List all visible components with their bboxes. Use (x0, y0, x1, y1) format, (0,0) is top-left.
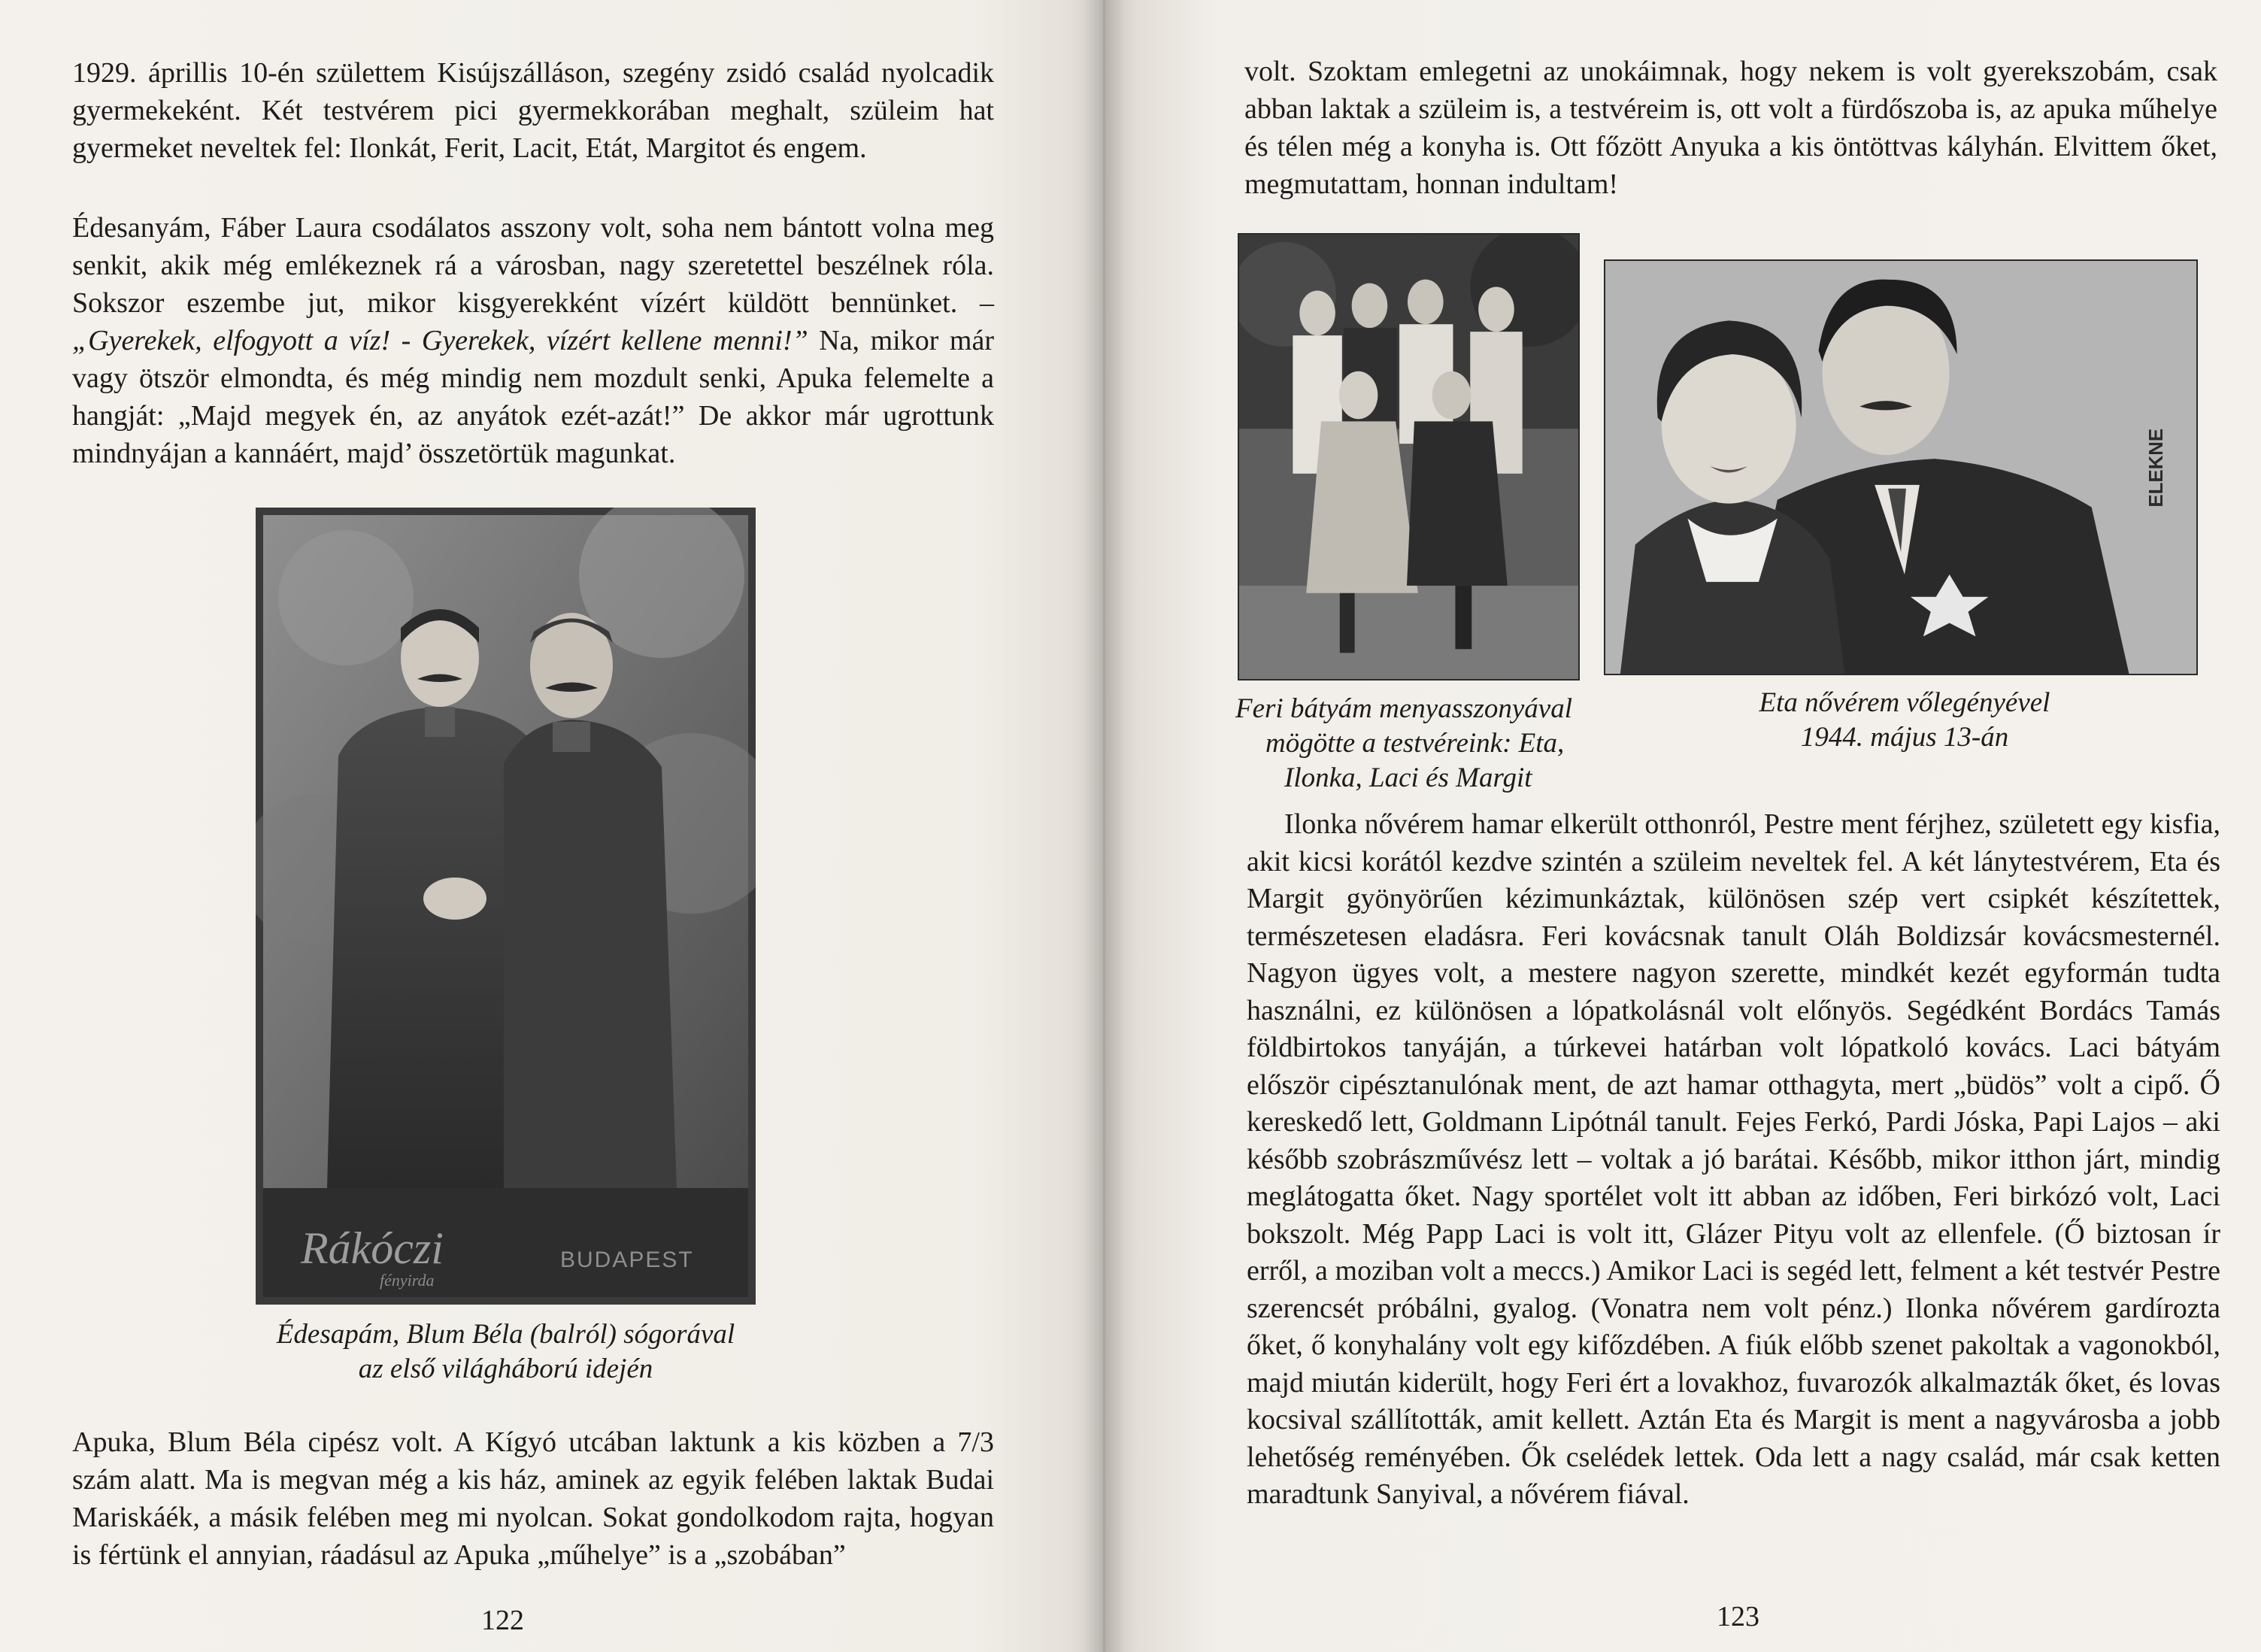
right-photo2-caption (1694, 686, 2115, 755)
right-page-number: 123 (1717, 1601, 1759, 1632)
left-paragraph-3 (72, 1423, 994, 1574)
photo-city: BUDAPEST (560, 1247, 694, 1272)
photo-stamp: Rákóczi (301, 1223, 444, 1273)
left-photo-caption (226, 1317, 786, 1387)
left-paragraph-2-part1: Édesanyám, Fáber Laura csodálatos asszony volt, soha nem bántott volna meg senkit, akik még emlékeznek rá a városban, nagy szeretettel beszélnek róla. Sokszor eszembe jut, mikor kisgyerekként vízért küldött bennünket. – (72, 212, 994, 319)
photo-couple-stamp: ELEKNE (2146, 428, 2168, 508)
right-photo1-caption-line-3: Ilonka, Laci és Margit (1284, 762, 1532, 793)
left-paragraph-2 (72, 209, 994, 472)
left-caption-line-2: az első világháború idején (358, 1353, 653, 1384)
right-paragraph-2-text: Ilonka nővérem hamar elkerült otthonról, Pestre ment férjhez, született egy kisfia, akit kicsi korától kezdve szintén a szüleim neveltek fel. A két lánytestvérem, Eta és Margit gyönyörűen kézimunkáztak, különösen szép vert csipkét készítettek, természetesen eladásra. Feri kovácsnak tanult Oláh Boldizsár kovácsmesternél. Nagyon ügyes volt, a mestere nagyon szerette, mindkét kezét egyformán tudta használni, ez különösen a lópatkolásnál volt előnyös. Segédként Bordács Tamás földbirtokos tanyáján, a túrkevei határban volt lópatkoló kovács. Laci bátyám először cipésztanulónak ment, de azt hamar otthagyta, mert „büdös” volt a cipő. Ő kereskedő lett, Goldmann Lipótnál tanult. Fejes Ferkó, Pardi Jóska, Papi Lajos – aki később szobrászművész lett – voltak a jó barátai. Később, mikor itthon járt, mindig meglátogatta őket. Nagy sportélet volt itt abban az időben, Feri birkózó volt, Laci bokszolt. Még Papp Laci is volt itt, Glázer Pityu volt az ellenfele. (Ő biztosan ír erről, a moziban volt a meccs.) Amikor Laci is segéd lett, felment a két testvér Pestre szerencsét próbálni, gyalog. (Vonatra nem volt pénz.) Ilonka nővérem gardírozta őket, ő konyhalány volt egy kifőzdében. A fiúk előbb szenet pakoltak a vagonokból, majd miután kiderült, hogy Feri ért a lovakhoz, fuvarozók alkalmazták őket, és lovas kocsival szállították, amit kellett. Aztán Eta és Margit is ment a nagyvárosba a jobb lehetőség reményében. Ők cselédek lettek. Oda lett a nagy család, már csak ketten maradtunk Sanyival, a nővérem fiával. (1247, 808, 2220, 1510)
right-paragraph-1 (1244, 53, 2217, 203)
photo-stamp-sub: fényirda (380, 1271, 435, 1290)
photo-family-group (1238, 233, 1580, 681)
left-page (0, 0, 1104, 1652)
left-caption-line-1: Édesapám, Blum Béla (balról) sógorával (276, 1319, 735, 1350)
left-paragraph-3-text: Apuka, Blum Béla cipész volt. A Kígyó utcában laktunk a kis közben a 7/3 szám alatt. Ma is megvan még a kis ház, aminek az egyik felében laktak Budai Mariskáék, a másik felében meg mi nyolcan. Sokat gondolkodom rajta, hogyan is fértünk el annyian, ráadásul az Apuka „műhelye” is a „szobában” (72, 1426, 994, 1571)
right-photo1-caption (1228, 692, 1574, 796)
right-photo1-caption-line-2: mögötte a testvéreink: Eta, (1265, 728, 1565, 759)
right-paragraph-2 (1247, 806, 2220, 1514)
left-paragraph-1 (72, 54, 994, 167)
right-photo1-caption-line-1: Feri bátyám menyasszonyával (1235, 693, 1573, 724)
left-paragraph-2-part2: Na, mikor már vagy ötször elmondta, és még mindig nem mozdult senki, Apuka felemelte a hangját: „Majd megyek én, az anyátok ezét-azát!” De akkor már ugrottunk mindnyájan a kannáért, majd’ összetörtük magunkat. (72, 325, 995, 469)
left-page-number: 122 (481, 1605, 524, 1636)
right-photo2-caption-line-2: 1944. május 13-án (1800, 722, 2009, 753)
photo-couple (1604, 259, 2198, 675)
book-gutter (1083, 0, 1125, 1652)
right-photo2-caption-line-1: Eta nővérem vőlegényével (1759, 687, 2050, 718)
photo-two-soldiers (256, 508, 756, 1305)
left-paragraph-2-quote: „Gyerekek, elfogyott a víz! - Gyerekek, vízért kellene menni!” (72, 325, 808, 356)
left-paragraph-1-text: 1929. áprillis 10-én születtem Kisújszálláson, szegény zsidó család nyolcadik gyermekeként. Két testvérem pici gyermekkorában meghalt, szüleim hat gyermeket neveltek fel: Ilonkát, Ferit, Lacit, Etát, Margitot és engem. (72, 57, 994, 164)
right-page (1104, 0, 2261, 1652)
right-paragraph-1-text: volt. Szoktam emlegetni az unokáimnak, hogy nekem is volt gyerekszobám, csak abban laktak a szüleim is, a testvéreim is, ott volt a fürdőszoba is, az apuka műhelye és télen még a konyha is. Ott főzött Anyuka a kis öntöttvas kályhán. Elvittem őket, megmutattam, honnan indultam! (1244, 56, 2217, 200)
